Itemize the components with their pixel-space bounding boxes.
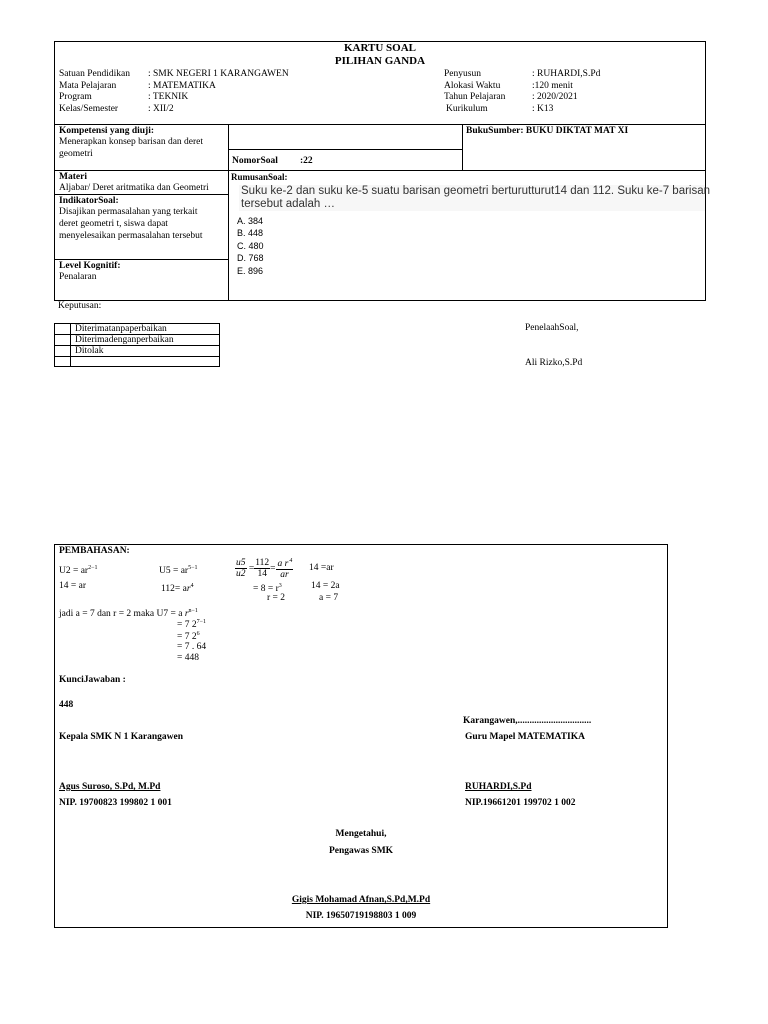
decision-label: Diterimadenganperbaikan — [71, 335, 220, 346]
question-line-2: tersebut adalah … — [241, 198, 335, 210]
keputusan-table — [54, 323, 220, 367]
pengawas-title: Pengawas SMK — [328, 846, 394, 856]
kepala-title: Kepala SMK N 1 Karangawen — [59, 732, 184, 742]
ratio-equation: $\frac{u5}{u2}$ = $\frac{112}{14}$ = $\frac{a r^4}{ar}$ — [236, 557, 293, 581]
option-b: B. 448 — [237, 228, 264, 238]
eq-112: $112= ar^4$ — [161, 583, 194, 595]
indikator-label: IndikatorSoal: — [59, 196, 119, 206]
meta-value-satuan: : SMK NEGERI 1 KARANGAWEN — [148, 69, 289, 79]
option-c: C. 480 — [237, 241, 264, 251]
meta-value-tahun: : 2020/2021 — [532, 92, 578, 102]
divider-line — [228, 149, 462, 150]
question-text — [239, 185, 711, 211]
meta-label-penyusun: Penyusun — [444, 69, 481, 79]
option-d: D. 768 — [237, 253, 264, 263]
place-date: Karangawen,............................... — [463, 716, 592, 726]
eq-14-2a: 14 = 2a — [311, 581, 340, 591]
kompetensi-text-2: geometri — [59, 149, 93, 159]
card-subtitle: PILIHAN GANDA — [334, 55, 426, 67]
kompetensi-text-1: Menerapkan konsep barisan dan deret — [59, 137, 204, 147]
level-value: Penalaran — [59, 272, 97, 282]
table-row — [55, 357, 220, 367]
kepala-nip: NIP. 19700823 199802 1 001 — [59, 798, 172, 808]
eq-14-ar-2: 14 = ar — [59, 581, 86, 591]
indikator-text-2: deret geometri t, siswa dapat — [59, 219, 168, 229]
meta-value-program: : TEKNIK — [148, 92, 189, 102]
indikator-text-1: Disajikan permasalahan yang terkait — [59, 207, 198, 217]
u5-formula: $U5 = ar^{5-1}$ — [159, 565, 198, 577]
divider-line — [462, 124, 463, 170]
keputusan-label: Keputusan: — [58, 301, 102, 311]
question-line-1: Suku ke-2 dan suku ke-5 suatu barisan geometri berturutturut14 dan 112. Suku ke-7 barisan — [241, 185, 711, 197]
guru-title: Guru Mapel MATEMATIKA — [465, 732, 585, 742]
pembahasan-box — [54, 544, 668, 928]
mengetahui-label: Mengetahui, — [335, 829, 387, 839]
eq-r-2: r = 2 — [267, 593, 286, 603]
kepala-name: Agus Suroso, S.Pd, M.Pd — [59, 782, 161, 792]
kunci-value: 448 — [59, 700, 74, 710]
meta-label-satuan: Satuan Pendidikan — [59, 69, 130, 79]
step-4: = 448 — [177, 653, 199, 663]
step-1: = 7 $2^{7-1}$ — [177, 619, 206, 631]
kunci-label: KunciJawaban : — [59, 675, 126, 685]
table-row — [55, 335, 220, 346]
meta-value-mapel: : MATEMATIKA — [148, 80, 216, 91]
option-e: E. 896 — [237, 266, 264, 276]
rumusan-label: RumusanSoal: — [231, 172, 288, 182]
indikator-text-3: menyelesaikan permasalahan tersebut — [59, 231, 203, 241]
decision-label: Ditolak — [71, 346, 220, 357]
penelaah-label: PenelaahSoal, — [525, 323, 579, 333]
table-row — [55, 346, 220, 357]
guru-name: RUHARDI,S.Pd — [465, 782, 532, 792]
u2-formula: $U2 = ar^{2-1}$ — [59, 565, 98, 577]
nomor-soal-value: :22 — [300, 156, 313, 166]
decision-checkbox[interactable] — [55, 324, 71, 335]
materi-value: Aljabar/ Deret aritmatika dan Geometri — [59, 183, 209, 193]
pengawas-name: Gigis Mohamad Afnan,S.Pd,M.Pd — [291, 895, 431, 905]
jadi-line: jadi a = 7 dan r = 2 maka U7 = a $r^{n-1}$ — [59, 608, 198, 620]
eq-14-ar: 14 =ar — [309, 563, 334, 573]
eq-a-7: a = 7 — [319, 593, 339, 603]
decision-checkbox[interactable] — [55, 346, 71, 357]
decision-checkbox[interactable] — [55, 357, 71, 367]
option-a: A. 384 — [237, 216, 264, 226]
nomor-soal-label: NomorSoal — [232, 156, 278, 166]
meta-left-labels — [59, 69, 130, 115]
guru-nip: NIP.19661201 199702 1 002 — [465, 798, 576, 808]
divider-line — [55, 170, 705, 171]
decision-label: Diterimatanpaperbaikan — [71, 324, 220, 335]
eq-8-r3: = $8 = r^3$ — [253, 583, 282, 595]
meta-label-tahun: Tahun Pelajaran — [444, 92, 506, 102]
meta-value-penyusun: : RUHARDI,S.Pd — [532, 69, 601, 79]
meta-value-kurikulum: : K13 — [532, 103, 554, 114]
step-2: = 7 $2^6$ — [177, 631, 200, 643]
meta-right-labels — [444, 69, 505, 115]
divider-line — [228, 124, 229, 300]
penelaah-name: Ali Rizko,S.Pd — [525, 358, 583, 368]
meta-value-alokasi: :120 menit — [532, 80, 573, 91]
buku-sumber: BukuSumber: BUKU DIKTAT MAT XI — [466, 126, 629, 136]
meta-label-mapel: Mata Pelajaran — [59, 80, 117, 91]
table-row — [55, 324, 220, 335]
pengawas-nip: NIP. 19650719198803 1 009 — [305, 911, 417, 921]
meta-label-alokasi: Alokasi Waktu — [444, 80, 501, 91]
meta-label-kelas: Kelas/Semester — [59, 103, 119, 114]
step-3: = 7 . 64 — [177, 642, 207, 652]
kartu-soal-card — [54, 41, 711, 301]
meta-right-values — [532, 69, 600, 115]
kompetensi-label: Kompetensi yang diuji: — [59, 126, 155, 136]
decision-label — [71, 357, 220, 367]
level-label: Level Kognitif: — [59, 261, 121, 271]
card-title: KARTU SOAL — [343, 42, 417, 54]
meta-value-kelas: : XII/2 — [148, 103, 174, 114]
pembahasan-title: PEMBAHASAN: — [59, 546, 130, 556]
meta-left-values — [148, 69, 289, 115]
meta-label-program: Program — [59, 92, 92, 102]
decision-checkbox[interactable] — [55, 335, 71, 346]
meta-label-kurikulum: Kurikulum — [446, 103, 488, 114]
materi-label: Materi — [59, 172, 87, 182]
